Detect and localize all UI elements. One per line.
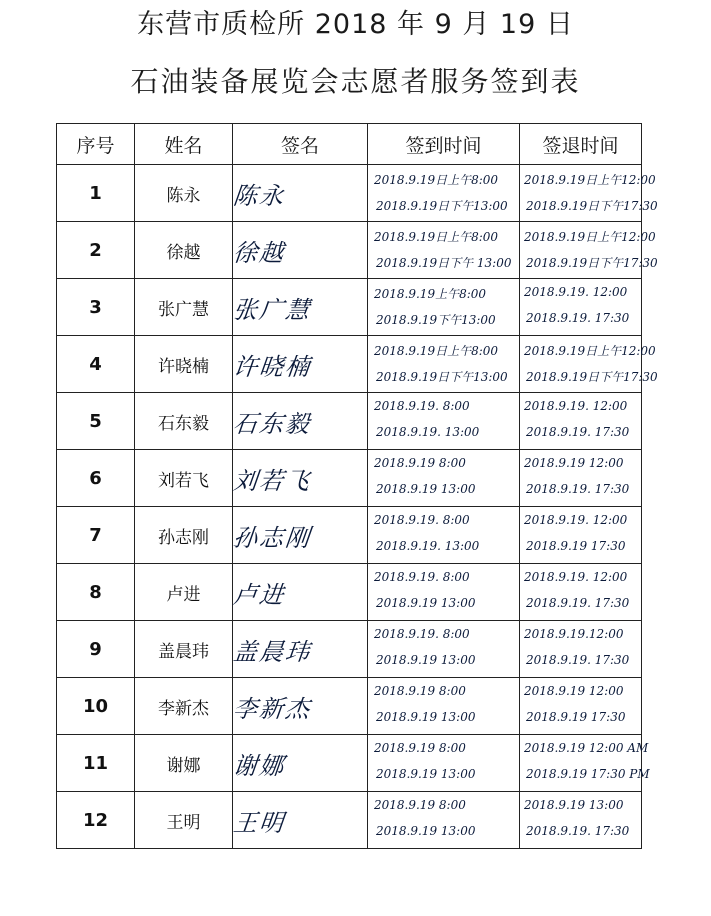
sign-in-afternoon: 2018.9.19. 13:00 — [376, 425, 480, 439]
sign-out-noon: 2018.9.19. 12:00 — [524, 570, 628, 584]
row-number: 12 — [57, 792, 135, 849]
sign-out-evening: 2018.9.19 17:30 — [526, 710, 626, 724]
sign-in-time-cell — [368, 507, 520, 564]
sign-out-time-cell — [520, 336, 658, 393]
sign-out-time-cell — [520, 678, 642, 735]
row-number: 7 — [57, 507, 135, 564]
sign-out-noon: 2018.9.19日上午12:00 — [524, 173, 656, 187]
row-number: 3 — [57, 279, 135, 336]
sign-in-afternoon: 2018.9.19 13:00 — [376, 482, 476, 496]
handwritten-signature: 刘若飞 — [230, 450, 371, 507]
sign-in-time-cell — [368, 165, 520, 222]
sign-out-evening: 2018.9.19 17:30 PM — [526, 767, 650, 781]
sign-in-afternoon: 2018.9.19 13:00 — [376, 824, 476, 838]
sign-out-evening: 2018.9.19. 17:30 — [526, 824, 630, 838]
sign-out-evening: 2018.9.19. 17:30 — [526, 311, 630, 325]
row-number: 10 — [57, 678, 135, 735]
sign-out-noon: 2018.9.19. 12:00 — [524, 513, 628, 527]
column-header-sign-out-time: 签退时间 — [520, 124, 642, 165]
handwritten-signature: 谢娜 — [230, 735, 371, 792]
sign-in-time-cell — [368, 621, 520, 678]
sign-in-morning: 2018.9.19 8:00 — [374, 741, 466, 755]
sign-in-time-cell — [368, 336, 520, 393]
sign-in-afternoon: 2018.9.19日下午13:00 — [376, 199, 508, 213]
volunteer-name: 徐越 — [135, 222, 233, 279]
row-number: 1 — [57, 165, 135, 222]
sign-out-noon: 2018.9.19 12:00 AM — [524, 741, 649, 755]
sign-in-time-cell — [368, 222, 520, 279]
sign-in-morning: 2018.9.19日上午8:00 — [374, 344, 499, 358]
volunteer-name: 张广慧 — [135, 279, 233, 336]
volunteer-name: 许晓楠 — [135, 336, 233, 393]
table-row — [57, 336, 642, 393]
sign-out-evening: 2018.9.19日下午17:30 — [526, 199, 658, 213]
volunteer-name: 盖晨玮 — [135, 621, 233, 678]
handwritten-signature: 李新杰 — [230, 678, 371, 735]
sign-in-afternoon: 2018.9.19 13:00 — [376, 596, 476, 610]
sign-in-time-cell — [368, 393, 520, 450]
sign-in-morning: 2018.9.19. 8:00 — [374, 513, 470, 527]
sign-in-morning: 2018.9.19日上午8:00 — [374, 173, 499, 187]
sign-in-morning: 2018.9.19 8:00 — [374, 684, 466, 698]
handwritten-signature: 盖晨玮 — [230, 621, 371, 678]
sign-in-morning: 2018.9.19 8:00 — [374, 798, 466, 812]
sign-out-evening: 2018.9.19 17:30 — [526, 539, 626, 553]
sign-out-noon: 2018.9.19日上午12:00 — [524, 230, 656, 244]
sign-in-time-cell — [368, 564, 520, 621]
sign-out-noon: 2018.9.19 12:00 — [524, 456, 624, 470]
table-row — [57, 393, 642, 450]
sign-in-afternoon: 2018.9.19下午13:00 — [376, 313, 496, 327]
sign-out-evening: 2018.9.19日下午17:30 — [526, 256, 658, 270]
table-row — [57, 621, 642, 678]
table-row — [57, 792, 642, 849]
table-body — [57, 165, 658, 849]
sign-out-evening: 2018.9.19. 17:30 — [526, 653, 630, 667]
sign-out-noon: 2018.9.19日上午12:00 — [524, 344, 656, 358]
sign-out-time-cell — [520, 450, 642, 507]
sign-out-time-cell — [520, 165, 658, 222]
volunteer-name: 刘若飞 — [135, 450, 233, 507]
table-row — [57, 279, 642, 336]
table-row — [57, 450, 642, 507]
handwritten-signature: 卢进 — [230, 564, 371, 621]
sign-out-evening: 2018.9.19. 17:30 — [526, 425, 630, 439]
table-row — [57, 564, 642, 621]
sign-in-table — [56, 123, 658, 849]
sign-in-afternoon: 2018.9.19 13:00 — [376, 767, 476, 781]
sign-in-afternoon: 2018.9.19日下午 13:00 — [376, 256, 512, 270]
handwritten-signature: 许晓楠 — [230, 336, 371, 393]
table-row — [57, 678, 642, 735]
table-header-row — [57, 124, 642, 165]
row-number: 4 — [57, 336, 135, 393]
sign-in-morning: 2018.9.19上午8:00 — [374, 287, 487, 301]
handwritten-signature: 徐越 — [230, 222, 371, 279]
sign-out-time-cell — [520, 735, 650, 792]
volunteer-name: 谢娜 — [135, 735, 233, 792]
sign-in-morning: 2018.9.19日上午8:00 — [374, 230, 499, 244]
table-row — [57, 507, 642, 564]
table-row — [57, 735, 642, 792]
row-number: 11 — [57, 735, 135, 792]
row-number: 5 — [57, 393, 135, 450]
document-date-title: 东营市质检所 2018 年 9 月 19 日 — [137, 9, 574, 40]
sign-in-time-cell — [368, 678, 520, 735]
sign-out-time-cell — [520, 279, 642, 336]
sign-out-evening: 2018.9.19. 17:30 — [526, 596, 630, 610]
sign-out-noon: 2018.9.19. 12:00 — [524, 399, 628, 413]
sign-out-time-cell — [520, 507, 642, 564]
column-header-no: 序号 — [57, 124, 135, 165]
row-number: 8 — [57, 564, 135, 621]
volunteer-name: 陈永 — [135, 165, 233, 222]
volunteer-name: 卢进 — [135, 564, 233, 621]
sign-out-evening: 2018.9.19日下午17:30 — [526, 370, 658, 384]
column-header-sign-in-time: 签到时间 — [368, 124, 520, 165]
volunteer-name: 王明 — [135, 792, 233, 849]
document-main-title: 石油装备展览会志愿者服务签到表 — [130, 65, 581, 98]
row-number: 6 — [57, 450, 135, 507]
table-row — [57, 222, 642, 279]
handwritten-signature: 陈永 — [230, 165, 371, 222]
volunteer-name: 石东毅 — [135, 393, 233, 450]
handwritten-signature: 张广慧 — [230, 279, 371, 336]
sign-out-time-cell — [520, 792, 642, 849]
sign-in-morning: 2018.9.19 8:00 — [374, 456, 466, 470]
sign-in-morning: 2018.9.19. 8:00 — [374, 399, 470, 413]
volunteer-name: 孙志刚 — [135, 507, 233, 564]
sign-out-time-cell — [520, 222, 658, 279]
table-row — [57, 165, 642, 222]
sign-in-afternoon: 2018.9.19日下午13:00 — [376, 370, 508, 384]
sign-in-time-cell — [368, 279, 520, 336]
sign-out-evening: 2018.9.19. 17:30 — [526, 482, 630, 496]
sign-in-afternoon: 2018.9.19 13:00 — [376, 653, 476, 667]
sign-in-morning: 2018.9.19. 8:00 — [374, 570, 470, 584]
sign-in-time-cell — [368, 450, 520, 507]
column-header-name: 姓名 — [135, 124, 233, 165]
sign-out-time-cell — [520, 621, 642, 678]
sign-out-noon: 2018.9.19.12:00 — [524, 627, 624, 641]
sign-out-noon: 2018.9.19. 12:00 — [524, 285, 628, 299]
handwritten-signature: 石东毅 — [230, 393, 371, 450]
row-number: 9 — [57, 621, 135, 678]
sign-out-noon: 2018.9.19 13:00 — [524, 798, 624, 812]
sign-out-time-cell — [520, 393, 642, 450]
handwritten-signature: 王明 — [230, 792, 371, 849]
sign-in-time-cell — [368, 792, 520, 849]
column-header-signature: 签名 — [233, 124, 368, 165]
sign-in-afternoon: 2018.9.19. 13:00 — [376, 539, 480, 553]
sign-out-noon: 2018.9.19 12:00 — [524, 684, 624, 698]
sign-out-time-cell — [520, 564, 642, 621]
volunteer-name: 李新杰 — [135, 678, 233, 735]
sign-in-time-cell — [368, 735, 520, 792]
handwritten-signature: 孙志刚 — [230, 507, 371, 564]
sign-in-afternoon: 2018.9.19 13:00 — [376, 710, 476, 724]
row-number: 2 — [57, 222, 135, 279]
sign-in-morning: 2018.9.19. 8:00 — [374, 627, 470, 641]
